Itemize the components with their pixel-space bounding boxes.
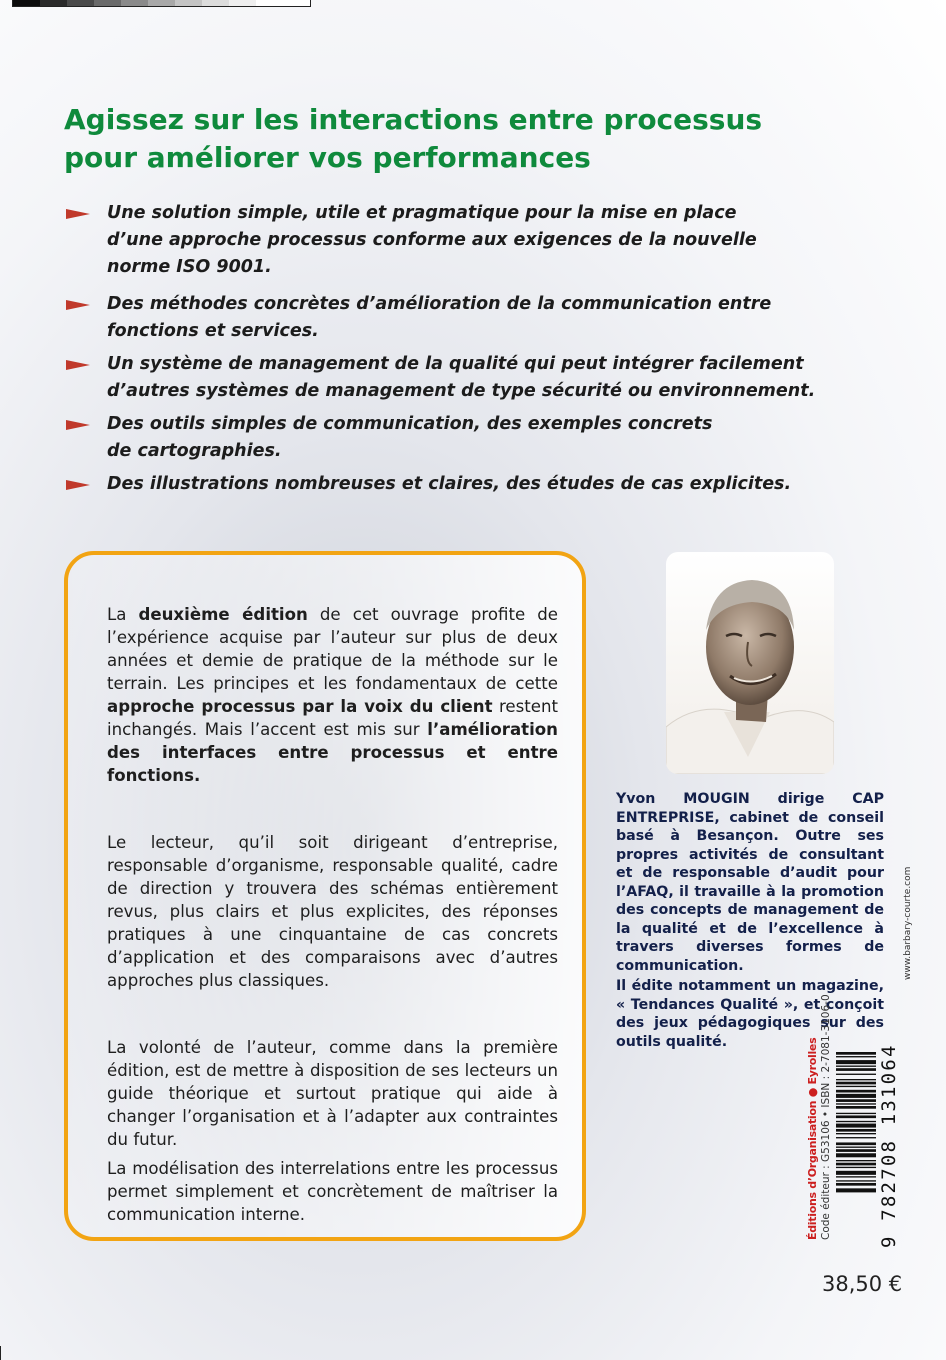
barcode-bar: [836, 1124, 876, 1128]
isbn-line: Code éditeur : G53106 • ISBN : 2-7081-3106-0: [820, 994, 832, 1240]
author-bio-paragraph-1: [616, 790, 884, 975]
feature-text: norme ISO 9001.: [107, 257, 272, 277]
barcode-bar: [836, 1180, 876, 1181]
description-body: [107, 603, 558, 1226]
arrow-bullet-icon: [66, 300, 90, 310]
photo-credit: www.barbary-courte.com: [903, 866, 913, 980]
barcode-bar: [836, 1082, 876, 1085]
feature-text: Des méthodes concrètes d’amélioration de la communication entre: [107, 294, 772, 314]
barcode-bar: [836, 1147, 876, 1148]
feature-text: de cartographies.: [107, 441, 282, 461]
feature-item: [64, 411, 924, 465]
barcode-bar: [836, 1153, 876, 1157]
feature-text: Une solution simple, utile et pragmatique pour la mise en place: [107, 203, 737, 223]
author-bio: [616, 790, 884, 1051]
feature-text: d’autres systèmes de management de type sécurité ou environnement.: [107, 381, 816, 401]
barcode-bar: [836, 1176, 876, 1177]
color-calibration-strip: [12, 0, 311, 7]
barcode-bar: [836, 1099, 876, 1102]
barcode-bar: [836, 1086, 876, 1087]
description-paragraph-3: La volonté de l’auteur, comme dans la première édition, est de mettre à disposition de ses lecteurs un guide théorique et surtout pratique qui aide à changer l’organisation et à l’adapter aux contraintes du futur.: [107, 1038, 558, 1149]
author-photo: [666, 552, 834, 774]
description-paragraph-4: La modélisation des interrelations entre les processus permet simplement et concrètement de maîtriser la communication interne.: [107, 1159, 558, 1224]
description-paragraph-1: [107, 603, 558, 787]
feature-item: [64, 471, 924, 498]
feature-text: Un système de management de la qualité qui peut intégrer facilement: [107, 354, 804, 374]
barcode-bar: [836, 1160, 876, 1161]
paragraph-text: de cet ouvrage profite de l’expérience acquise par l’auteur sur plus de deux années et demie de pratique de la méthode sur le terrain. Les principes et les fondamentaux de cette: [107, 605, 558, 693]
barcode-bar: [836, 1137, 876, 1138]
arrow-bullet-icon: [66, 420, 90, 430]
barcode-bar: [836, 1094, 876, 1098]
barcode-bar: [836, 1121, 876, 1122]
headline-line-1: Agissez sur les interactions entre processus: [64, 103, 763, 136]
emphasis-text: l’amélioration des interfaces entre processus et entre fonctions.: [107, 720, 558, 785]
feature-text: Des illustrations nombreuses et claires, des études de cas explicites.: [107, 474, 792, 494]
barcode-bar: [836, 1188, 876, 1192]
author-bio-text: dirige CAP ENTREPRISE, cabinet de conseil basé à Besançon. Outre ses propres activités de consultant et de responsable d’audit pour l’AFAQ, il travaille à la promotion des concepts de management de la qualité et de l’excellence à travers diverses formes de communication.: [616, 791, 884, 974]
barcode-bar: [836, 1133, 876, 1134]
paragraph-text: restent inchangés. Mais l’accent est mis sur: [107, 697, 559, 739]
author-name: Yvon MOUGIN: [616, 791, 750, 807]
arrow-bullet-icon: [66, 360, 90, 370]
feature-text: Des outils simples de communication, des exemples concrets: [107, 414, 713, 434]
price: 38,50 €: [822, 1272, 903, 1296]
barcode-bar: [836, 1060, 876, 1064]
barcode-bar: [836, 1052, 876, 1055]
crop-mark: [0, 1346, 1, 1360]
barcode-bar: [836, 1056, 876, 1057]
barcode-bar: [836, 1106, 876, 1109]
headline-line-2: pour améliorer vos performances: [64, 141, 591, 174]
barcode-bar: [836, 1167, 876, 1168]
description-panel: [64, 551, 586, 1241]
barcode-bar: [836, 1163, 876, 1166]
headline: [64, 101, 884, 177]
barcode-bar: [836, 1103, 876, 1104]
emphasis-text: deuxième édition: [138, 605, 308, 624]
feature-item: [64, 200, 924, 281]
feature-item: [64, 351, 924, 405]
barcode-bar: [836, 1183, 876, 1186]
feature-item: [64, 291, 924, 345]
description-paragraph-2: Le lecteur, qu’il soit dirigeant d’entreprise, responsable d’organisme, responsable qualité, cadre de direction y trouvera des schémas entièrement revus, plus clairs et plus explicites, des réponses pratiques à une cinquantaine de cas concrets d’application et des comparaisons avec d’autres approches plus classiques.: [107, 833, 558, 990]
barcode-digits: 9 782708 131064: [878, 1043, 900, 1248]
barcode-bar: [836, 1171, 876, 1175]
feature-list: [64, 200, 924, 498]
arrow-bullet-icon: [66, 209, 90, 219]
feature-text: d’une approche processus conforme aux exigences de la nouvelle: [107, 230, 757, 250]
barcode-bar: [836, 1074, 876, 1075]
barcode-bar: [836, 1079, 876, 1080]
emphasis-text: approche processus par la voix du client: [107, 697, 493, 716]
barcode-bar: [836, 1113, 876, 1114]
arrow-bullet-icon: [66, 480, 90, 490]
barcode-bar: [836, 1142, 876, 1145]
barcode-bar: [836, 1149, 876, 1152]
paragraph-text: La: [107, 605, 139, 624]
feature-text: fonctions et services.: [107, 321, 319, 341]
barcode-bar: [836, 1068, 876, 1071]
publisher-name: Éditions d’Organisation ● Eyrolles: [806, 1037, 819, 1240]
barcode-bar: [836, 1115, 876, 1118]
barcode-bar: [836, 1129, 876, 1132]
barcode-bar: [836, 1066, 876, 1067]
barcode-bar: [836, 1090, 876, 1093]
author-bio-paragraph-2: Il édite notamment un magazine, « Tendances Qualité », et conçoit des jeux pédagogiques sur des outils qualité.: [616, 978, 884, 1050]
